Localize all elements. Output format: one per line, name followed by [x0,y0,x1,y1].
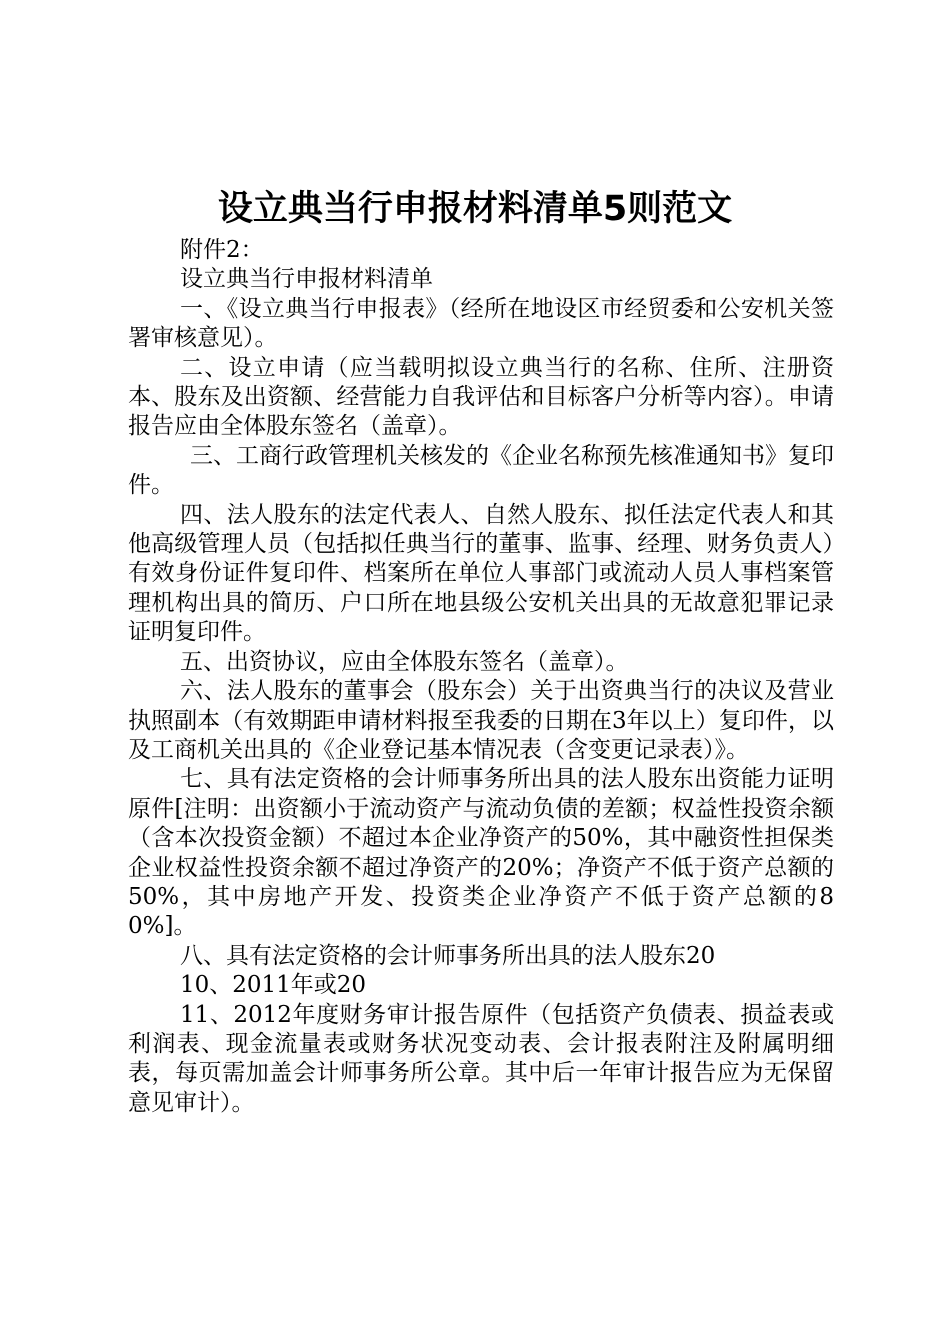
attachment-label: 附件2： [180,237,264,263]
paragraph-item-2: 二、设立申请（应当载明拟设立典当行的名称、住所、注册资本、股东及出资额、经营能力自我评估和目标客户分析等内容）。申请报告应由全体股东签名（盖章）。 [128,354,834,440]
paragraph-item-10: 11、2012年度财务审计报告原件（包括资产负债表、损益表或利润表、现金流量表或财务状况变动表、会计报表附注及附属明细表，每页需加盖会计师事务所公章。其中后一年审计报告应为无保留意见审计）。 [128,1001,834,1116]
list-heading: 设立典当行申报材料清单 [180,266,433,293]
paragraph-item-3: 三、工商行政管理机关核发的《企业名称预先核准通知书》复印件。 [128,442,834,499]
document-body [128,236,834,1118]
paragraph-item-1: 一、《设立典当行申报表》（经所在地设区市经贸委和公安机关签署审核意见）。 [128,295,834,352]
paragraph-item-5: 五、出资协议，应由全体股东签名（盖章）。 [180,648,629,675]
paragraph-item-8: 八、具有法定资格的会计师事务所出具的法人股东20 [180,942,716,969]
paragraph-item-4: 四、法人股东的法定代表人、自然人股东、拟任法定代表人和其他高级管理人员（包括拟任典当行的董事、监事、经理、财务负责人）有效身份证件复印件、档案所在单位人事部门或流动人员人事档案管理机构出具的简历、户口所在地县级公安机关出具的无故意犯罪记录证明复印件。 [128,501,834,646]
paragraph-item-6: 六、法人股东的董事会（股东会）关于出资典当行的决议及营业执照副本（有效期距申请材料报至我委的日期在3年以上）复印件，以及工商机关出具的《企业登记基本情况表（含变更记录表）》。 [128,678,834,763]
paragraph-item-9: 10、2011年或20 [180,972,367,999]
paragraph-item-7: 七、具有法定资格的会计师事务所出具的法人股东出资能力证明原件[注明：出资额小于流动资产与流动负债的差额；权益性投资余额（含本次投资金额）不超过本企业净资产的50%，其中融资性担保类企业权益性投资余额不超过净资产的20%；净资产不低于资产总额的50%，其中房地产开发、投资类企业净资产不低于资产总额的80%]。 [128,766,834,940]
document-title: 设立典当行申报材料清单5则范文 [217,189,733,229]
